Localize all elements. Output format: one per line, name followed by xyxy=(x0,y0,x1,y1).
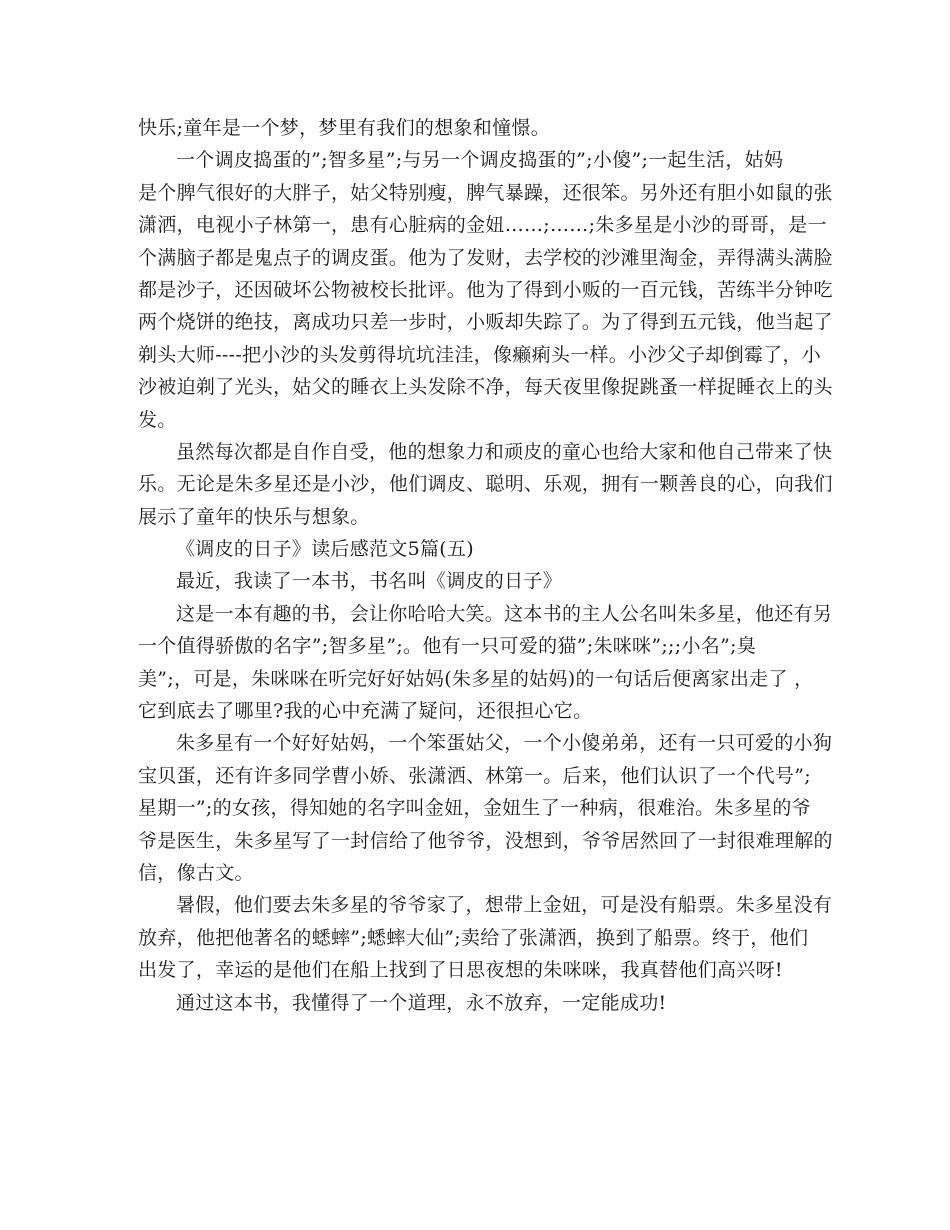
text-line: 放弃，他把他著名的蟋蟀”;蟋蟀大仙”;卖给了张潇洒，换到了船票。终于，他们 xyxy=(138,926,809,949)
paragraph-start-line: 朱多星有一个好好姑妈，一个笨蛋姑父，一个小傻弟弟，还有一只可爱的小狗 xyxy=(176,732,833,755)
text-line: 沙被迫剃了光头，姑父的睡衣上头发除不净，每天夜里像捉跳蚤一样捉睡衣上的头 xyxy=(138,376,833,399)
paragraph-start-line: 通过这本书，我懂得了一个道理，永不放弃，一定能成功! xyxy=(176,991,667,1014)
text-line: 个满脑子都是鬼点子的调皮蛋。他为了发财，去学校的沙滩里淘金，弄得满头满脸 xyxy=(138,246,833,269)
text-line: 是个脾气很好的大胖子，姑父特别瘦，脾气暴躁，还很笨。另外还有胆小如鼠的张 xyxy=(138,181,833,204)
text-line: 爷是医生，朱多星写了一封信给了他爷爷，没想到，爷爷居然回了一封很难理解的 xyxy=(138,829,833,852)
text-line: 它到底去了哪里?我的心中充满了疑问，还很担心它。 xyxy=(138,700,593,723)
text-line: 一个值得骄傲的名字”;智多星”;。他有一只可爱的猫”;朱咪咪”;;;小名”;臭 xyxy=(138,635,757,658)
text-line: 星期一”;的女孩，得知她的名字叫金妞，金妞生了一种病，很难治。朱多星的爷 xyxy=(138,797,811,820)
text-line: 宝贝蛋，还有许多同学曹小娇、张潇洒、林第一。后来，他们认识了一个代号”; xyxy=(138,764,811,787)
paragraph-start-line: 虽然每次都是自作自受，他的想象力和顽皮的童心也给大家和他自己带来了快 xyxy=(176,440,833,463)
text-line: 剃头大师----把小沙的头发剪得坑坑洼洼，像癞痢头一样。小沙父子却倒霉了，小 xyxy=(138,343,822,366)
text-line: 都是沙子，还因破坏公物被校长批评。他为了得到小贩的一百元钱，苦练半分钟吃 xyxy=(138,278,833,301)
paragraph-start-line: 这是一本有趣的书，会让你哈哈大笑。这本书的主人公名叫朱多星，他还有另 xyxy=(176,602,833,625)
text-line: 信，像古文。 xyxy=(138,861,254,884)
text-line: 发。 xyxy=(138,408,177,431)
paragraph-start-line: 暑假，他们要去朱多星的爷爷家了，想带上金妞，可是没有船票。朱多星没有 xyxy=(176,894,833,917)
text-line: 美”;，可是，朱咪咪在听完好好姑妈(朱多星的姑妈)的一句话后便离家出走了 ， xyxy=(138,667,814,690)
text-line: 两个烧饼的绝技，离成功只差一步时，小贩却失踪了。为了得到五元钱，他当起了 xyxy=(138,311,833,334)
text-line: 出发了，幸运的是他们在船上找到了日思夜想的朱咪咪，我真替他们高兴呀! xyxy=(138,959,783,982)
section-heading: 《调皮的日子》读后感范文5篇(五) xyxy=(176,538,475,561)
text-line: 乐。无论是朱多星还是小沙，他们调皮、聪明、乐观，拥有一颗善良的心，向我们 xyxy=(138,473,833,496)
text-line: 快乐;童年是一个梦，梦里有我们的想象和憧憬。 xyxy=(138,117,551,139)
text-line: 展示了童年的快乐与想象。 xyxy=(138,505,370,528)
text-line: 潇洒，电视小子林第一，患有心脏病的金妞……;……;朱多星是小沙的哥哥，是一 xyxy=(138,214,827,237)
paragraph-start-line: 最近，我读了一本书，书名叫《调皮的日子》 xyxy=(176,570,563,593)
paragraph-start-line: 一个调皮捣蛋的”;智多星”;与另一个调皮捣蛋的”;小傻”;一起生活，姑妈 xyxy=(176,149,784,172)
document-page xyxy=(138,112,833,1019)
